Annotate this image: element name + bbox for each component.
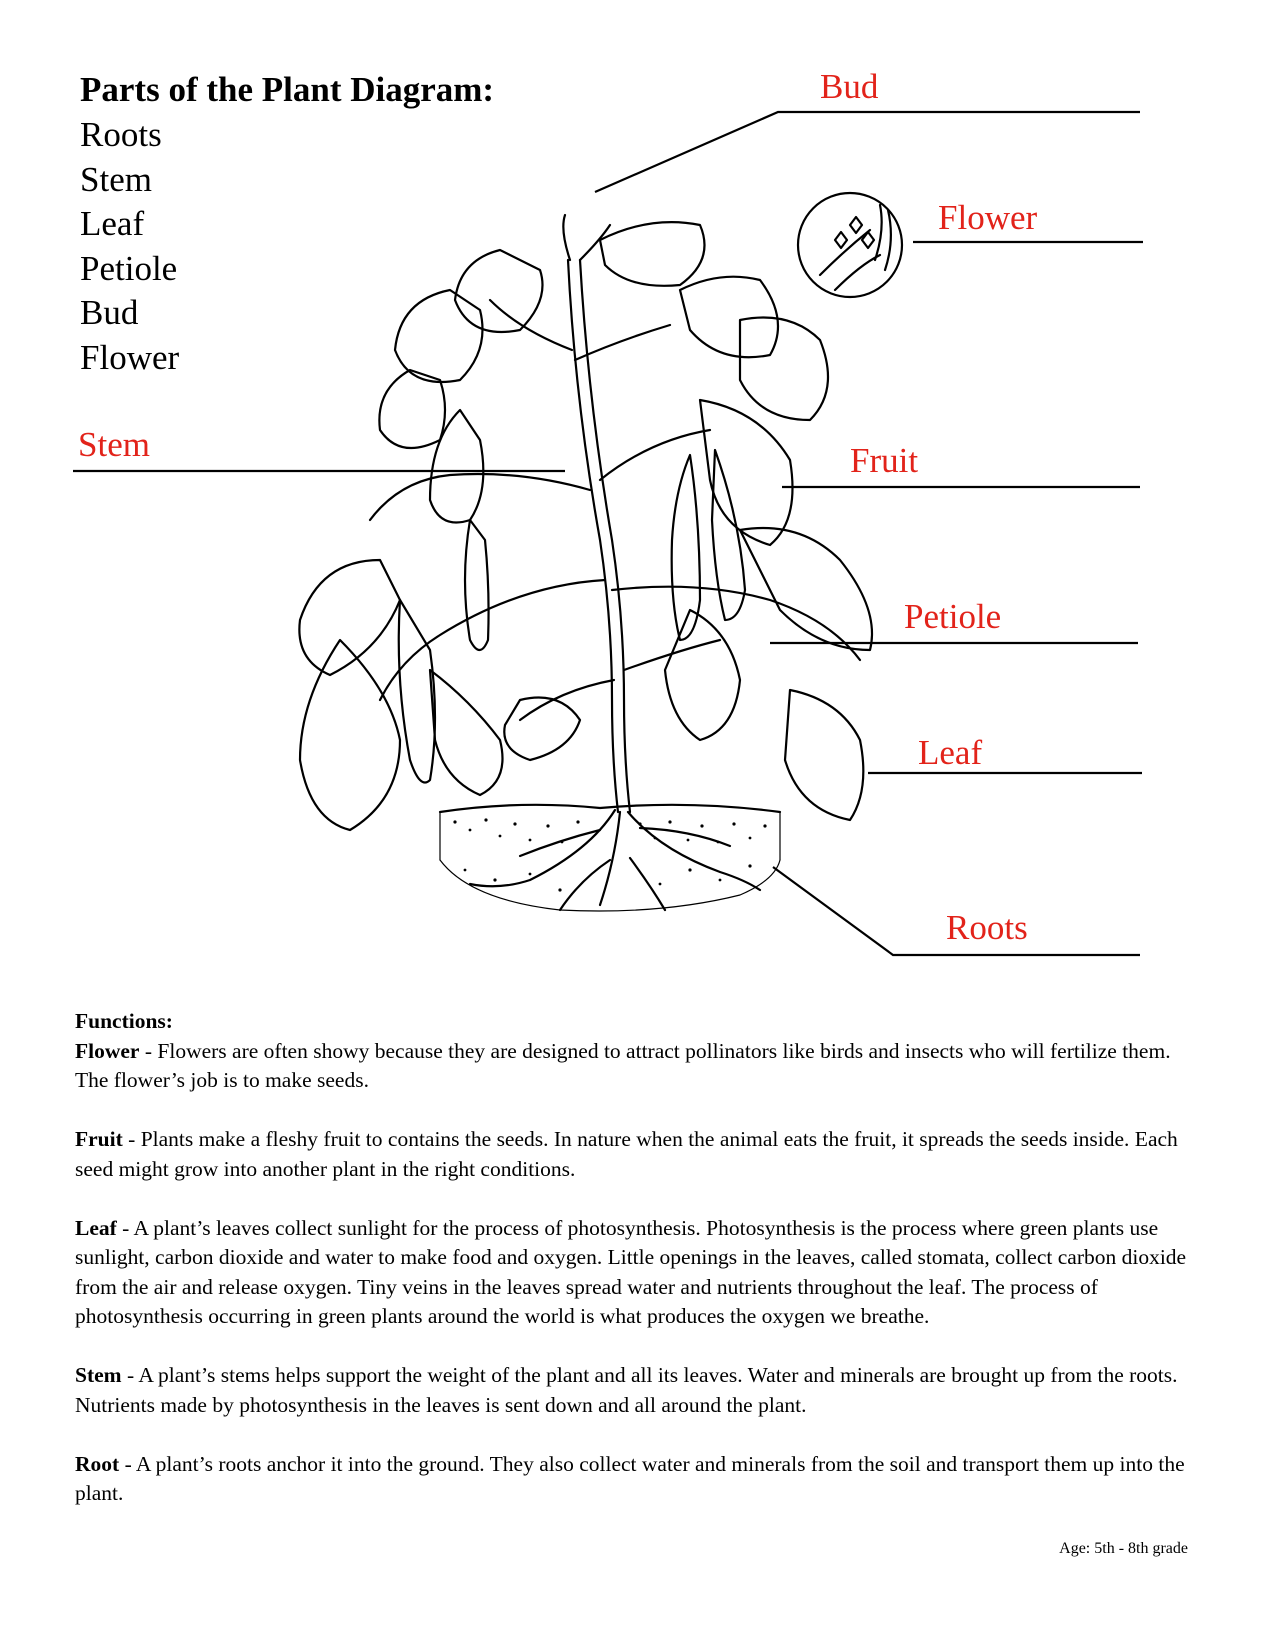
parts-list-item-leaf: Leaf <box>80 204 145 243</box>
function-separator: - <box>119 1451 136 1476</box>
function-term: Fruit <box>75 1127 123 1151</box>
function-item-leaf <box>75 1214 1205 1332</box>
function-text: A plant’s stems helps support the weight of the plant and all its leaves. Water and minerals are brought up from the roots. Nutrients made by photosynthesis in the leaves is sent down and all around the plant. <box>75 1363 1178 1417</box>
function-term: Root <box>75 1451 120 1476</box>
functions-section <box>75 1007 1205 1538</box>
function-item-fruit <box>75 1125 1205 1184</box>
parts-list-item-stem: Stem <box>80 159 152 199</box>
flower-inset-illustration <box>798 193 902 297</box>
function-text: A plant’s leaves collect sunlight for the process of photosynthesis. Photosynthesis is the process where green plants use sunlight, carbon dioxide and water to make food and oxygen. Little openings in the leaves, called stomata, collect carbon dioxide from the air and release oxygen. Tiny veins in the leaves spread water and nutrients throughout the leaf. The process of photosynthesis occurring in green plants around the world is what produces the oxygen we breathe. <box>75 1215 1187 1328</box>
function-term: Flower <box>75 1038 140 1063</box>
parts-list-item-petiole: Petiole <box>80 248 178 288</box>
function-text: Plants make a fleshy fruit to contains the seeds. In nature when the animal eats the fruit, it spreads the seeds inside. Each seed might grow into another plant in the right conditions. <box>75 1127 1178 1181</box>
leader-lines <box>73 112 1143 955</box>
label-petiole: Petiole <box>904 597 1002 636</box>
function-separator: - <box>121 1363 139 1387</box>
function-term: Stem <box>75 1363 122 1387</box>
function-term: Leaf <box>75 1215 117 1240</box>
function-separator: - <box>116 1215 134 1240</box>
function-item-flower <box>75 1037 1205 1096</box>
label-flower: Flower <box>938 198 1038 237</box>
label-fruit: Fruit <box>850 441 919 480</box>
function-text: Flowers are often showy because they are designed to attract pollinators like birds and insects who will fertilize them. The flower’s job is to make seeds. <box>75 1038 1171 1092</box>
label-stem: Stem <box>78 425 150 464</box>
functions-heading: Functions: <box>75 1009 173 1033</box>
label-leaf: Leaf <box>918 733 983 772</box>
parts-list-item-bud: Bud <box>80 293 139 332</box>
soil-illustration <box>440 805 780 911</box>
leaves-illustration <box>299 222 872 830</box>
function-item-stem <box>75 1361 1205 1420</box>
age-note: Age: 5th - 8th grade <box>1059 1540 1188 1557</box>
label-bud: Bud <box>820 67 879 106</box>
page-title: Parts of the Plant Diagram: <box>80 70 495 109</box>
function-text: A plant’s roots anchor it into the ground. They also collect water and minerals from the soil and transport them up into the plant. <box>75 1451 1185 1505</box>
bud-leader-line <box>595 112 1140 192</box>
roots-illustration <box>470 810 760 910</box>
stem-illustration <box>370 215 860 812</box>
parts-list-item-flower: Flower <box>80 337 180 377</box>
function-separator: - <box>139 1038 158 1063</box>
function-item-root <box>75 1450 1205 1509</box>
label-roots: Roots <box>946 908 1028 947</box>
parts-list-item-roots: Roots <box>80 115 162 154</box>
function-separator: - <box>122 1127 141 1151</box>
fruit-illustration <box>399 450 745 783</box>
